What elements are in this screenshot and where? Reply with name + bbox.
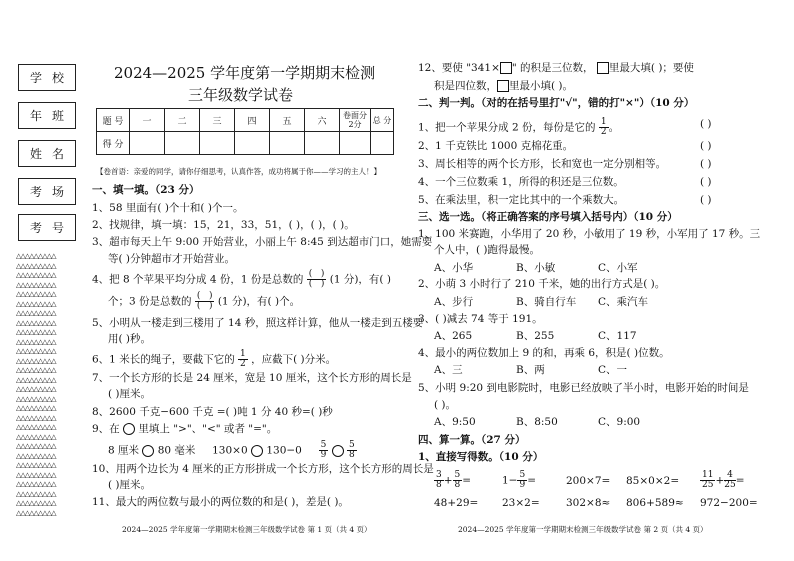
section3-heading: 三、选一选。（将正确答案的序号填入括号内）（10 分） [418,211,678,223]
question-1-7-cont: ( )厘米。 [108,388,152,400]
question-1-10: 10、用两个边长为 4 厘米的正方形拼成一个长方形，这个长方形的周长是 [92,463,434,475]
compare-circle-icon [123,423,135,435]
triangle-row: △△△△△△△△△ [16,328,56,336]
judge-answer[interactable]: ( ) [700,176,712,188]
choice-5: 5、小明 9:20 到电影院时，电影已经放映了半小时，电影开始的时间是 [418,382,749,394]
question-1-6: 6、1 米长的绳子，要截下它的 $\frac{1}{2}$ ，应截下( )分米。 [92,349,337,369]
triangle-row: △△△△△△△△△ [16,318,56,327]
class-box[interactable]: 年班 [18,102,76,129]
score-cell[interactable] [235,132,270,155]
choice-2-option-c[interactable]: C、乘汽车 [598,296,649,308]
triangle-row: △△△△△△△△△ [16,442,56,450]
triangle-row: △△△△△△△△△ [16,423,56,431]
exam-title: 2024—2025 学年度第一学期期末检测 [114,64,376,82]
number-box[interactable]: 考号 [18,214,76,241]
choice-1-option-b[interactable]: B、小敏 [516,262,556,274]
score-head-cell: 四 [235,109,270,132]
question-1-11: 11、最大的两位数与最小的两位数的和是( )，差是( )。 [92,496,349,508]
score-cell[interactable] [270,132,305,155]
choice-1-cont: 个人中，( )跑得最慢。 [434,244,541,256]
triangle-row: △△△△△△△△△ [16,309,56,317]
triangle-row: △△△△△△△△△ [16,290,56,298]
question-1-10-cont: ( )厘米。 [108,479,152,491]
compare-circle[interactable] [251,445,263,457]
triangle-row: △△△△△△△△△ [16,280,56,289]
blank-square[interactable] [500,62,512,74]
calc-7: 23×2= [502,497,540,509]
triangle-row: △△△△△△△△△ [16,252,56,260]
choice-5-option-c[interactable]: C、9:00 [598,416,641,428]
section2-heading: 二、判一判。（对的在括号里打"√"，错的打"×"）（10 分） [418,97,695,109]
judge-4: 4、一个三位数乘 1，所得的积还是三位数。 [418,176,624,188]
judge-2: 2、1 千克铁比 1000 克棉花重。 [418,140,574,152]
triangle-row: △△△△△△△△△ [16,356,56,365]
choice-5-cont: ( )。 [434,399,457,411]
judge-3: 3、周长相等的两个长方形，长和宽也一定分别相等。 [418,158,667,170]
calc-10: 972−200= [700,497,758,509]
compare-circle[interactable] [332,445,344,457]
name-box[interactable]: 姓名 [18,140,76,167]
question-1-3: 3、超市每天上午 9:00 开始营业，小丽上午 8:45 到达超市门口，她需要 [92,236,433,248]
score-cell[interactable] [130,132,165,155]
choice-5-option-b[interactable]: B、8:50 [516,416,558,428]
question-1-9: 9、在 里填上 ">"、"<" 或者 "="。 [92,423,278,435]
question-1-7: 7、一个长方形的长是 24 厘米，宽是 10 厘米，这个长方形的周长是 [92,372,412,384]
question-1-2: 2、找规律，填一填：15，21，33，51，( )，( )，( )。 [92,219,355,231]
choice-4-option-c[interactable]: C、一 [598,364,628,376]
blank-square-icon [497,80,509,92]
choice-3-option-b[interactable]: B、255 [516,330,555,342]
compare-circle[interactable] [142,445,154,457]
choice-3-option-a[interactable]: A、265 [434,330,473,342]
question-1-9-items: 8 厘米 80 毫米 130×0 130−0 $\frac{5}{9}$ $\frac{5}{8}$ [108,440,355,460]
question-1-5: 5、小明从一楼走到三楼用了 14 秒，照这样计算，他从一楼走到五楼要 [92,317,424,329]
score-head-cell: 五 [270,109,305,132]
blank-fraction[interactable]: $\frac{( )}{( )}$ [196,291,213,311]
question-1-8: 8、2600 千克−600 千克 =( )吨 1 分 40 秒=( )秒 [92,406,333,418]
judge-answer[interactable]: ( ) [700,194,712,206]
question-1-4: 4、把 8 个苹果平均分成 4 份，1 份是总数的 $\frac{( )}{( )}$ (1 分)，有( ) [92,269,391,289]
section4-heading: 四、算一算。（27 分） [418,434,526,446]
choice-4-option-a[interactable]: A、三 [434,364,463,376]
score-head-cell: 一 [130,109,165,132]
triangle-row: △△△△△△△△△ [16,366,56,374]
triangle-row: △△△△△△△△△ [16,480,56,488]
triangle-row: △△△△△△△△△ [16,385,56,393]
choice-4-option-b[interactable]: B、两 [516,364,545,376]
calc-5: $\frac{11}{25}$ + $\frac{4}{25}$ = [702,470,745,490]
judge-answer[interactable]: ( ) [700,140,712,152]
choice-5-option-a[interactable]: A、9:50 [434,416,476,428]
triangle-row: △△△△△△△△△ [16,461,56,469]
calc-1: $\frac{3}{8}$ + $\frac{5}{8}$ = [436,470,472,490]
question-1-12-cont: 积是四位数， 里最小填( )。 [434,80,574,92]
room-box[interactable]: 考场 [18,178,76,205]
footer-left: 2024—2025 学年度第一学期期末检测三年级数学试卷 第 1 页（共 4 页） [122,525,372,534]
choice-1-option-a[interactable]: A、小华 [434,262,474,274]
score-head-cell: 题 号 [97,109,130,132]
choice-2: 2、小萌 3 小时行了 210 千米，她的出行方式是( )。 [418,278,666,290]
score-row-label: 得 分 [97,132,130,155]
triangle-row: △△△△△△△△△ [16,347,56,355]
choice-3: 3、( )减去 74 等于 191。 [418,313,543,325]
triangle-row: △△△△△△△△△ [16,337,56,346]
score-cell[interactable] [200,132,235,155]
triangle-row: △△△△△△△△△ [16,470,56,479]
question-1-3-cont: 等( )分钟超市才开始营业。 [108,253,236,265]
triangle-row: △△△△△△△△△ [16,432,56,441]
score-head-cell: 三 [200,109,235,132]
section4-subheading: 1、直接写得数。（10 分） [418,451,544,463]
triangle-row: △△△△△△△△△ [16,508,56,517]
score-head-cell: 二 [165,109,200,132]
calc-4: 85×0×2= [626,475,680,487]
triangle-row: △△△△△△△△△ [16,489,56,498]
exam-subtitle: 三年级数学试卷 [188,86,294,104]
score-cell[interactable] [305,132,340,155]
triangle-row: △△△△△△△△△ [16,451,56,460]
score-cell[interactable] [340,132,371,155]
judge-answer[interactable]: ( ) [700,118,712,130]
judge-5: 5、在乘法里，积一定比其中的一个乘数大。 [418,194,625,206]
choice-3-option-c[interactable]: C、117 [598,330,637,342]
score-head-cell: 卷面分 2分 [340,109,371,132]
choice-1: 1、100 米赛跑，小华用了 20 秒，小敏用了 19 秒，小军用了 17 秒。三 [418,228,761,240]
triangle-row: △△△△△△△△△ [16,394,56,403]
judge-answer[interactable]: ( ) [700,158,712,170]
footer-right: 2024—2025 学年度第一学期期末检测三年级数学试卷 第 2 页（共 4 页） [458,525,708,534]
score-table [96,108,394,155]
calc-9: 806+589≈ [626,497,684,509]
score-head-cell: 六 [305,109,340,132]
school-box[interactable]: 学校 [18,64,76,91]
triangle-row: △△△△△△△△△ [16,404,56,412]
choice-2-option-a[interactable]: A、步行 [434,296,474,308]
triangle-row: △△△△△△△△△ [16,413,56,422]
score-head-cell: 总 分 [371,109,394,132]
question-1-12: 12、要使 "341× " 的积是三位数， 里最大填( )；要使 [418,62,694,74]
section1-heading: 一、填一填。（23 分） [92,184,200,196]
calc-6: 48+29= [434,497,479,509]
score-cell[interactable] [371,132,394,155]
question-1-5-cont: 用( )秒。 [108,333,152,345]
question-1-4-cont: 个；3 份是总数的 $\frac{( )}{( )}$ (1 分)，有( )个。 [108,291,301,311]
calc-2: 1− $\frac{5}{9}$ = [502,470,537,490]
motto: 【卷首语：亲爱的同学，请你仔细思考，认真作答，成功将属于你——学习的主人！】 [96,167,381,176]
blank-square-icon [597,62,609,74]
triangle-row: △△△△△△△△△ [16,375,56,384]
calc-3: 200×7= [566,475,611,487]
question-1-1: 1、58 里面有( )个十和( )个一。 [92,202,244,214]
triangle-row: △△△△△△△△△ [16,271,56,279]
judge-1: 1、把一个苹果分成 2 份，每份是它的 $\frac{1}{2}$ 。 [418,117,620,137]
choice-4: 4、最小的两位数加上 9 的和，再乘 6，积是( )位数。 [418,347,670,359]
score-cell[interactable] [165,132,200,155]
triangle-row: △△△△△△△△△ [16,499,56,507]
calc-8: 302×8≈ [566,497,611,509]
choice-2-option-b[interactable]: B、骑自行车 [516,296,577,308]
triangle-row: △△△△△△△△△ [16,261,56,270]
triangle-row: △△△△△△△△△ [16,299,56,308]
blank-fraction[interactable]: $\frac{( )}{( )}$ [308,269,325,289]
choice-1-option-c[interactable]: C、小军 [598,262,638,274]
